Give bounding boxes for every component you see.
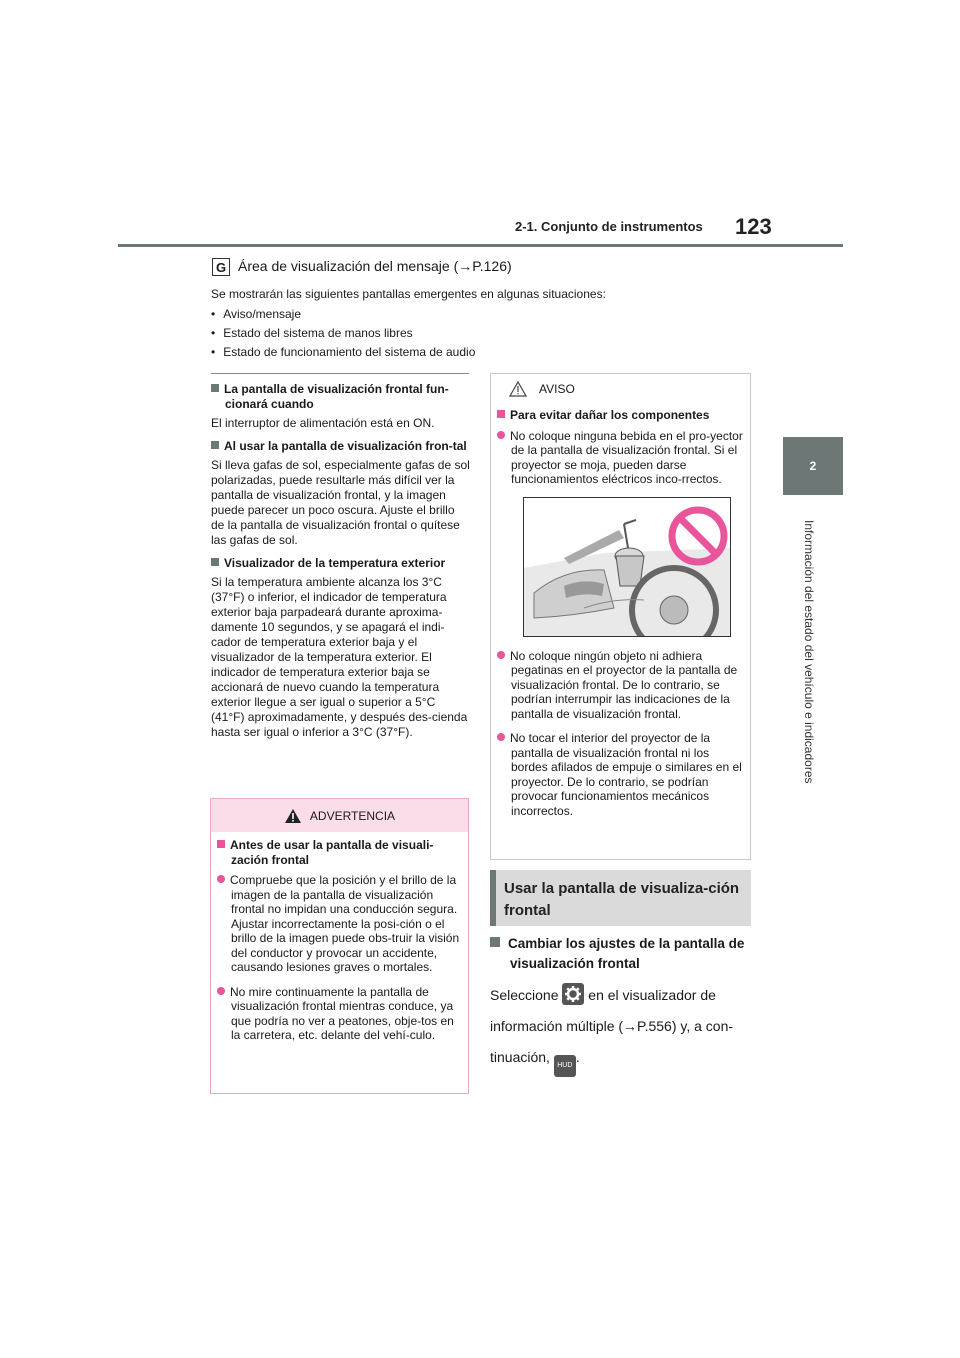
heading-3: Visualizador de la temperatura exterior xyxy=(211,556,471,571)
dot-bullet-icon xyxy=(497,733,505,741)
dot-bullet-icon xyxy=(217,987,225,995)
square-bullet-icon xyxy=(211,558,219,566)
intro-text: Se mostrarán las siguientes pantallas emergentes en algunas situaciones: xyxy=(211,287,606,301)
heading-2: Al usar la pantalla de visualización fron-tal xyxy=(211,439,471,454)
dot-bullet-icon xyxy=(497,431,505,439)
square-bullet-icon xyxy=(497,410,505,418)
intro-bullets xyxy=(211,305,475,362)
intro-title: Área de visualización del mensaje (→P.126) xyxy=(238,258,512,274)
dot-bullet-icon xyxy=(217,875,225,883)
chapter-label: Información del estado del vehículo e indicadores xyxy=(802,520,816,784)
notice-title: AVISO xyxy=(539,382,575,396)
chapter-tab xyxy=(783,437,843,495)
instruction-text: Seleccione en el visualizador de información múltiple (→P.556) y, a con-tinuación, HUD. xyxy=(490,980,770,1077)
square-bullet-icon xyxy=(211,441,219,449)
warning-item: Compruebe que la posición y el brillo de la imagen de la pantalla de visualización frontal no impidan una conducción segura. Ajustar incorrectamente la posi-ción o el brillo de la imagen puede obs-truir la visión del conductor y provocar un accidente, causando lesiones graves o mortales. xyxy=(217,873,462,975)
section-heading-text: Usar la pantalla de visualiza-ción frontal xyxy=(504,880,740,919)
dot-bullet-icon xyxy=(497,651,505,659)
dashboard-illustration xyxy=(523,497,731,637)
subsection-title: Cambiar los ajustes de la pantalla de visualización frontal xyxy=(490,934,780,974)
left-column xyxy=(211,382,471,748)
notice-item: No coloque ninguna bebida en el pro-yector de la pantalla de visualización frontal. Si el proyector se moja, pueden darse funcionamientos eléctricos inco-rrectos. xyxy=(497,429,744,487)
square-bullet-icon xyxy=(217,840,225,848)
chapter-number: 2 xyxy=(809,459,817,473)
notice-heading: Para evitar dañar los componentes xyxy=(497,408,744,423)
warning-triangle-icon xyxy=(284,808,302,824)
section-title: 2-1. Conjunto de instrumentos xyxy=(515,219,703,234)
paragraph-1: El interruptor de alimentación está en ON. xyxy=(211,416,435,430)
callout-label: G xyxy=(212,258,230,276)
warning-item: No mire continuamente la pantalla de visualización frontal mientras conduce, ya que podría no ver a peatones, obje-tos en la carretera, etc. delante del vehí-culo. xyxy=(217,985,462,1043)
no-drinks-illustration-icon xyxy=(524,498,730,636)
warning-heading: Antes de usar la pantalla de visuali-zación frontal xyxy=(217,838,462,867)
paragraph-3: Si la temperatura ambiente alcanza los 3°C (37°F) o inferior, el indicador de temperatura exterior baja parpadeará durante aproxima-damente 10 segundos, y se apagará el indi-cador de temperatura exterior baja y el visualizador de la temperatura exterior. El indicador de temperatura exterior baja se accionará de nuevo cuando la temperatura exterior llegue a ser igual o superior a 5°C (41°F) aproximadamente, y después des-cienda hasta ser igual o inferior a 3°C (37°F). xyxy=(211,575,468,739)
notice-item: No coloque ningún objeto ni adhiera pegatinas en el proyector de la pantalla de visualización frontal. De lo contrario, se podrían interrumpir las indicaciones de la pantalla de visualización frontal. xyxy=(497,649,744,722)
warning-header xyxy=(211,799,468,832)
list-item: • Estado del sistema de manos libres xyxy=(211,324,475,343)
page-number: 123 xyxy=(735,214,772,239)
section-bar xyxy=(490,870,496,926)
notice-header xyxy=(491,374,750,404)
section-heading xyxy=(490,870,751,926)
header-rule xyxy=(118,244,843,247)
square-bullet-icon xyxy=(211,384,219,392)
divider xyxy=(211,373,469,374)
list-item: • Aviso/mensaje xyxy=(211,305,475,324)
gear-icon xyxy=(562,983,584,1005)
notice-box xyxy=(490,373,751,860)
hud-icon: HUD xyxy=(554,1055,576,1077)
paragraph-2: Si lleva gafas de sol, especialmente gafas de sol polarizadas, puede resultarle más difícil ver la pantalla de visualización frontal, y la imagen puede parecer un poco oscura. Ajuste el brillo de la pantalla de visualización frontal o quítese las gafas de sol. xyxy=(211,458,470,547)
notice-item: No tocar el interior del proyector de la pantalla de visualización frontal ni los bordes afilados de empuje o similares en el proyector. De lo contrario, se podrían provocar funcionamientos mecánicos incorrectos. xyxy=(497,731,744,818)
heading-1: La pantalla de visualización frontal fun-cionará cuando xyxy=(211,382,471,412)
square-bullet-icon xyxy=(490,937,500,947)
list-item: • Estado de funcionamiento del sistema de audio xyxy=(211,343,475,362)
warning-box xyxy=(210,798,469,1094)
warning-title: ADVERTENCIA xyxy=(309,808,396,823)
caution-triangle-icon xyxy=(509,381,527,397)
